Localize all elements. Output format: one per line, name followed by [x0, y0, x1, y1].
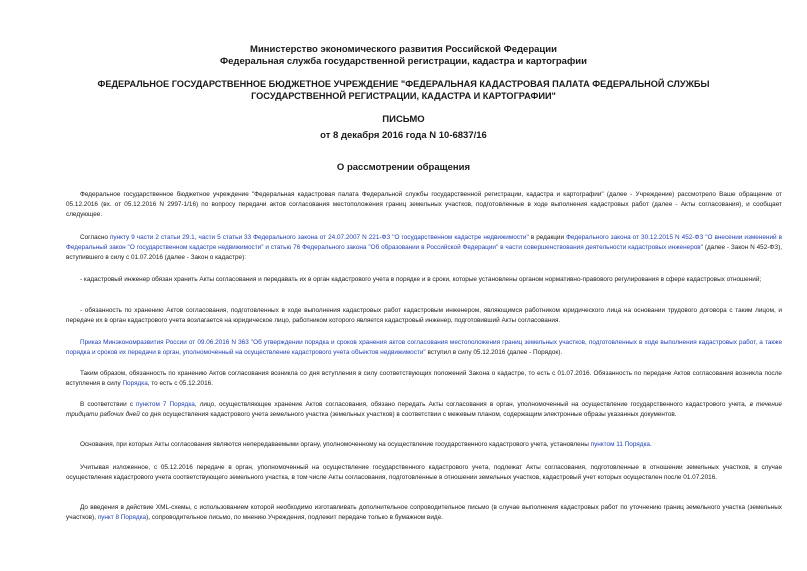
paragraph-2-text-1: Согласно	[80, 234, 110, 241]
paragraph-1: Федеральное государственное бюджетное учреждение "Федеральная кадастровая палата Федеральной службы государственной регистрации, кадастра и картографии" (далее - Учреждение) рассмотрело Ваше обращение от 05.12.2016 (вх. от 05.12.2016 N 2997-1/16) по вопросу передачи актов согласования местоположения границ земельных участков, подготовленные в ходе выполнения кадастровых работ (далее - Акты согласования), и сообщает следующее.	[66, 191, 782, 219]
paragraph-5	[66, 338, 782, 358]
paragraph-8-text-2: .	[649, 441, 652, 448]
paragraph-10	[66, 503, 782, 523]
link-order[interactable]: Порядка	[122, 380, 148, 388]
paragraph-8-text-1: Основания, при которых Акты согласования являются непередаваемыми органу, уполномоченному на осуществление государственного кадастрового учета, установлены	[80, 441, 591, 448]
paragraph-10-text-2: ), сопроводительное письмо, по мнению Учреждения, подлежит передаче только в бумажном виде.	[146, 514, 443, 522]
paragraph-9: Учитывая изложенное, с 05.12.2016 передаче в орган, уполномоченный на осуществление государственного кадастрового учета, подлежат Акты согласования, подготовленные в отношении земельных участков, в случае осуществления кадастрового учета соответствующего земельного участка, в том числе Акты согласования, подготовленные в отношении земельных участков, кадастровый учет которых осуществлен после 01.07.2016.	[66, 464, 782, 482]
paragraph-7	[66, 400, 782, 420]
link-article-29-1[interactable]: пункту 9 части 2 статьи 29.1	[109, 234, 195, 241]
link-law-452-fz[interactable]: Федерального закона от 30.12.2015 N 452-ФЗ "О внесении изменений в Федеральный закон "О государственном кадастре недвижимости" и статью 76 Федерального закона "Об образовании в Российской Федерации" в части совершенствования деятельности кадастровых инженеров"	[66, 234, 783, 252]
paragraph-7-text-2: , лицо, осуществляющее хранение Актов согласования, обязано передать Акты согласования в орган, уполномоченный на осуществление государственного кадастрового учета,	[194, 401, 750, 408]
paragraph-6-text-2: , то есть с 05.12.2016.	[147, 380, 213, 388]
issuer-block	[0, 44, 807, 68]
service-name: Федеральная служба государственной регистрации, кадастра и картографии	[220, 56, 587, 67]
paragraph-7-text-3: со дня осуществления кадастрового учета земельного участка (земельных участков) в соответствии с межевым планом, содержащим электронные образы указанных документов.	[139, 411, 677, 419]
document-date-number: от 8 декабря 2016 года N 10-6837/16	[320, 130, 487, 141]
paragraph-5-text-1: вступил в силу 05.12.2016 (далее - Порядок).	[425, 349, 563, 357]
paragraph-8	[66, 440, 782, 450]
paragraph-2-text-3: в редакции	[528, 234, 567, 241]
link-law-221-fz[interactable]: части 5 статьи 33 Федерального закона от 24.07.2007 N 221-ФЗ "О государственном кадастре недвижимости"	[198, 234, 529, 241]
paragraph-3: - кадастровый инженер обязан хранить Акты согласования и передавать их в орган кадастрового учета в порядке и в сроки, которые установлены органом нормативно-правового регулирования в сфере кадастровых отношений;	[80, 276, 762, 283]
document-type: ПИСЬМО	[382, 114, 425, 125]
link-order-363[interactable]: Приказ Минэкономразвития России от 09.06.2016 N 363 "Об утверждении порядка и сроков хранения актов согласования местоположения границ земельных участков, подготовленных в ходе выполнения кадастровых работ, а также порядка и сроков их передачи в орган, уполномоченный на осуществление кадастрового учета объектов недвижимости"	[66, 339, 782, 357]
paragraph-4: - обязанность по хранению Актов согласования, подготовленных в ходе выполнения кадастровых работ кадастровым инженером, являющимся работником юридического лица на основании трудового договора с таким лицом, и передаче их в орган кадастрового учета возлагается на юридическое лицо, работником которого является кадастровый инженер, подготовивший Акты согласования.	[66, 307, 782, 325]
paragraph-2-text-2: ,	[194, 234, 199, 241]
paragraph-7-text-1: В соответствии с	[80, 401, 136, 408]
paragraph-7-deadline: в течение тридцати рабочих дней	[66, 401, 782, 419]
link-order-point-11[interactable]: пунктом 11 Порядка	[590, 441, 650, 448]
paragraph-6-text-1: Таким образом, обязанность по хранению Актов согласования возникла со дня вступления в силу соответствующих положений Закона о кадастре, то есть с 01.07.2016. Обязанность по передаче Актов согласования возникла после вступления в силу	[66, 370, 782, 388]
link-order-point-7[interactable]: пунктом 7 Порядка	[136, 401, 195, 408]
paragraph-6	[66, 369, 782, 389]
institution-name: ФЕДЕРАЛЬНОЕ ГОСУДАРСТВЕННОЕ БЮДЖЕТНОЕ УЧРЕЖДЕНИЕ "ФЕДЕРАЛЬНАЯ КАДАСТРОВАЯ ПАЛАТА ФЕДЕРАЛЬНОЙ СЛУЖБЫ ГОСУДАРСТВЕННОЙ РЕГИСТРАЦИИ, КАДАСТРА И КАРТОГРАФИИ"	[97, 79, 710, 101]
ministry-name: Министерство экономического развития Российской Федерации	[250, 44, 557, 55]
paragraph-2-text-4: (далее - Закон N 452-ФЗ), вступившего в силу с 01.07.2016 (далее - Закон о кадастре):	[66, 244, 782, 262]
link-order-point-8[interactable]: пункт 8 Порядка	[97, 514, 147, 522]
document-subject: О рассмотрении обращения	[336, 162, 471, 173]
paragraph-2	[66, 233, 782, 264]
paragraph-10-text-1: До введения в действие XML-схемы, с использованием которой необходимо изготавливать дополнительное сопроводительное письмо (в случае выполнения кадастровых работ по уточнению границ земельного участка (земельных участков),	[66, 504, 782, 522]
